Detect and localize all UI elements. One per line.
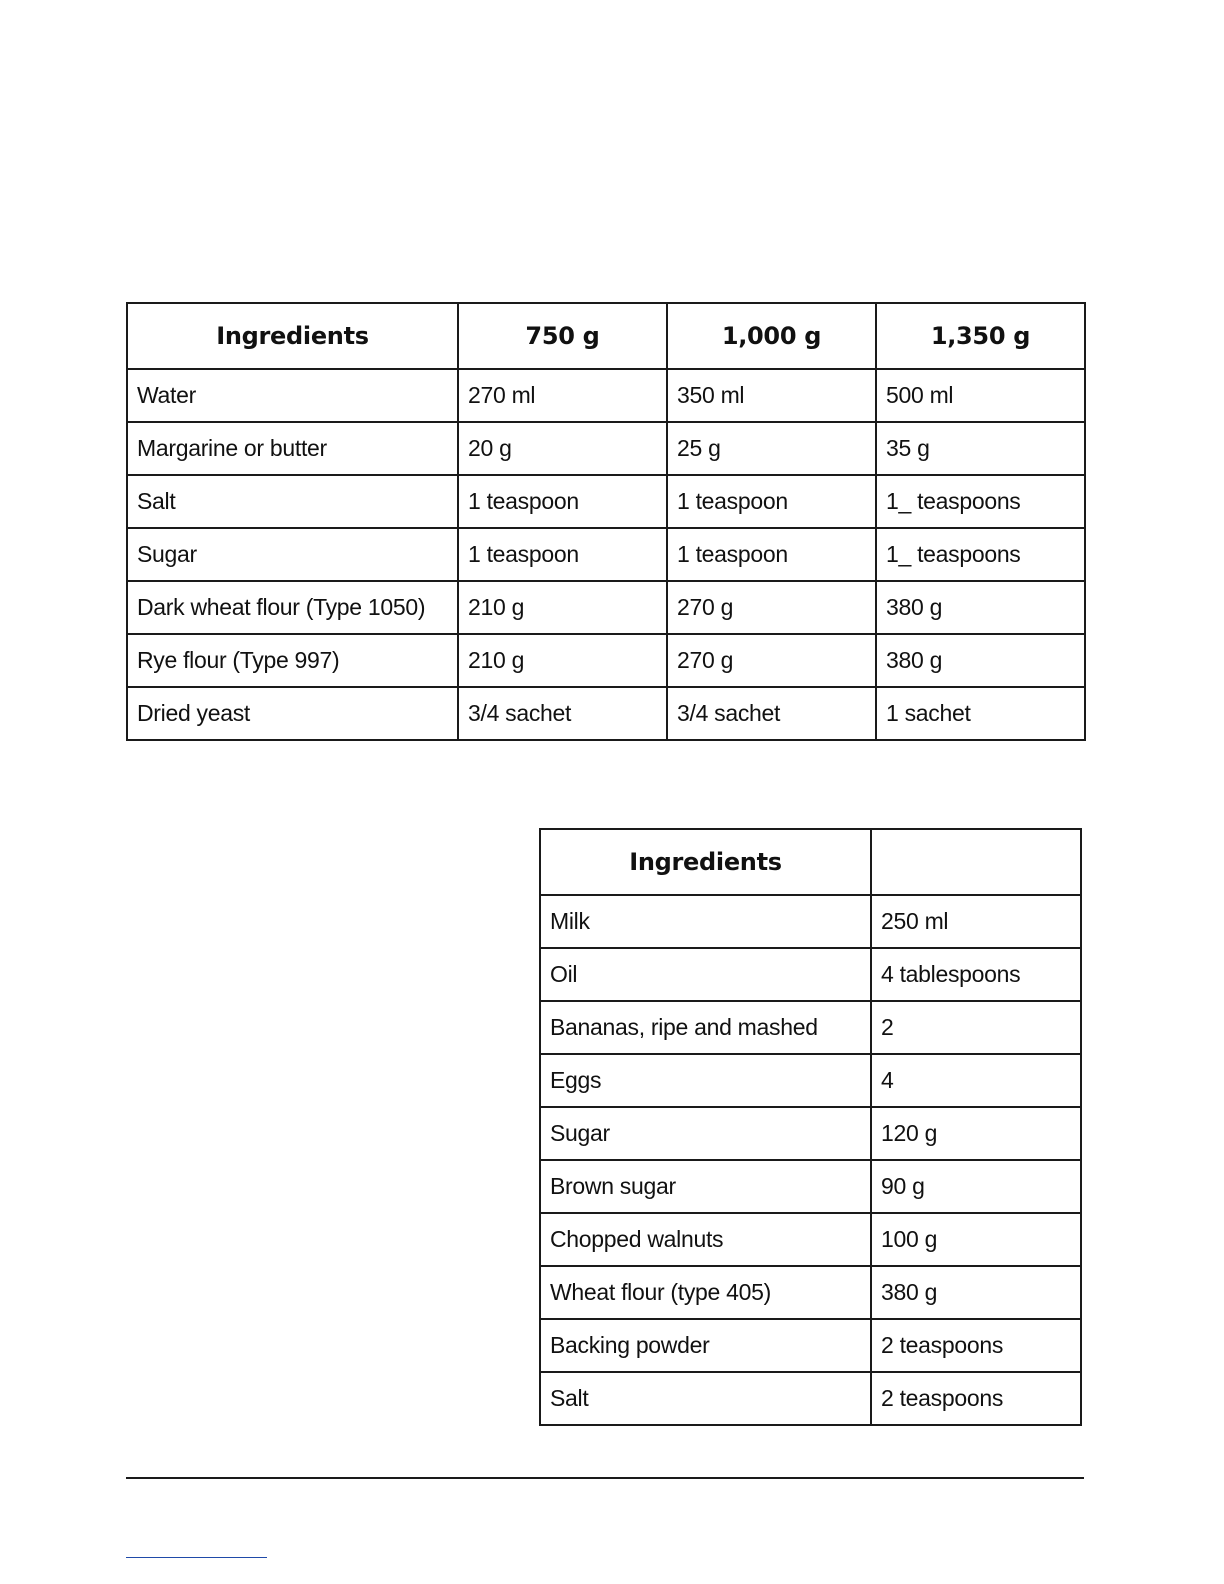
header-ingredients: Ingredients — [540, 829, 871, 895]
amount-cell: 1 sachet — [876, 687, 1085, 740]
ingredient-name-cell: Rye flour (Type 997) — [127, 634, 458, 687]
amount-cell: 2 teaspoons — [871, 1372, 1081, 1425]
cake-ingredients-table — [539, 828, 1082, 1426]
amount-cell: 210 g — [458, 634, 667, 687]
amount-cell: 4 tablespoons — [871, 948, 1081, 1001]
table-row — [540, 895, 1081, 948]
amount-cell: 1_ teaspoons — [876, 475, 1085, 528]
table-row — [540, 1372, 1081, 1425]
amount-cell: 20 g — [458, 422, 667, 475]
amount-cell: 120 g — [871, 1107, 1081, 1160]
amount-cell: 1 teaspoon — [458, 475, 667, 528]
footnote-separator — [126, 1557, 267, 1558]
table-row — [127, 422, 1085, 475]
amount-cell: 250 ml — [871, 895, 1081, 948]
amount-cell: 4 — [871, 1054, 1081, 1107]
page-divider — [126, 1477, 1084, 1479]
header-1350g: 1,350 g — [876, 303, 1085, 369]
ingredient-name-cell: Dried yeast — [127, 687, 458, 740]
ingredient-name-cell: Salt — [127, 475, 458, 528]
ingredient-name-cell: Chopped walnuts — [540, 1213, 871, 1266]
ingredient-name-cell: Water — [127, 369, 458, 422]
ingredient-name-cell: Milk — [540, 895, 871, 948]
ingredient-name-cell: Backing powder — [540, 1319, 871, 1372]
table-row — [540, 1213, 1081, 1266]
table-row — [127, 528, 1085, 581]
bread-table-body — [127, 369, 1085, 740]
amount-cell: 100 g — [871, 1213, 1081, 1266]
amount-cell: 270 ml — [458, 369, 667, 422]
amount-cell: 90 g — [871, 1160, 1081, 1213]
amount-cell: 35 g — [876, 422, 1085, 475]
table-header-row — [127, 303, 1085, 369]
table-row — [540, 1107, 1081, 1160]
table-row — [127, 634, 1085, 687]
ingredient-name-cell: Eggs — [540, 1054, 871, 1107]
amount-cell: 1 teaspoon — [458, 528, 667, 581]
header-750g: 750 g — [458, 303, 667, 369]
amount-cell: 270 g — [667, 634, 876, 687]
header-amount — [871, 829, 1081, 895]
amount-cell: 500 ml — [876, 369, 1085, 422]
ingredient-name-cell: Sugar — [127, 528, 458, 581]
amount-cell: 1 teaspoon — [667, 475, 876, 528]
amount-cell: 2 teaspoons — [871, 1319, 1081, 1372]
amount-cell: 380 g — [876, 581, 1085, 634]
table-header-row — [540, 829, 1081, 895]
amount-cell: 380 g — [876, 634, 1085, 687]
table-row — [127, 369, 1085, 422]
table-row — [127, 475, 1085, 528]
ingredient-name-cell: Bananas, ripe and mashed — [540, 1001, 871, 1054]
amount-cell: 1_ teaspoons — [876, 528, 1085, 581]
ingredient-name-cell: Margarine or butter — [127, 422, 458, 475]
ingredient-name-cell: Brown sugar — [540, 1160, 871, 1213]
amount-cell: 210 g — [458, 581, 667, 634]
table-row — [540, 1001, 1081, 1054]
header-1000g: 1,000 g — [667, 303, 876, 369]
header-ingredients: Ingredients — [127, 303, 458, 369]
amount-cell: 350 ml — [667, 369, 876, 422]
table-row — [540, 948, 1081, 1001]
ingredient-name-cell: Sugar — [540, 1107, 871, 1160]
amount-cell: 1 teaspoon — [667, 528, 876, 581]
table-row — [540, 1160, 1081, 1213]
table-row — [540, 1266, 1081, 1319]
table-row — [127, 581, 1085, 634]
bread-ingredients-table — [126, 302, 1086, 741]
amount-cell: 270 g — [667, 581, 876, 634]
cake-table-body — [540, 895, 1081, 1425]
table-row — [540, 1319, 1081, 1372]
ingredient-name-cell: Dark wheat flour (Type 1050) — [127, 581, 458, 634]
amount-cell: 380 g — [871, 1266, 1081, 1319]
ingredient-name-cell: Oil — [540, 948, 871, 1001]
amount-cell: 3/4 sachet — [458, 687, 667, 740]
amount-cell: 2 — [871, 1001, 1081, 1054]
table-row — [540, 1054, 1081, 1107]
table-row — [127, 687, 1085, 740]
ingredient-name-cell: Salt — [540, 1372, 871, 1425]
ingredient-name-cell: Wheat flour (type 405) — [540, 1266, 871, 1319]
amount-cell: 25 g — [667, 422, 876, 475]
amount-cell: 3/4 sachet — [667, 687, 876, 740]
